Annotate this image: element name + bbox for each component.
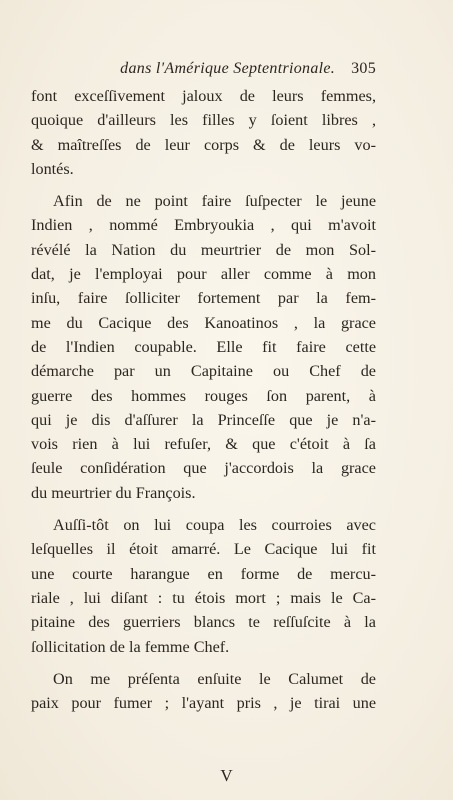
text-line: révélé la Nation du meurtrier de mon Sol- xyxy=(31,240,376,259)
text-line: de l'Indien coupable. Elle fit faire cette xyxy=(31,337,376,356)
running-header xyxy=(78,60,376,78)
paragraph-first-line: Auſſi-tôt on lui coupa les courroies avec xyxy=(53,516,376,535)
text-line: ſeule conſidération que j'accordois la grace xyxy=(31,459,376,478)
text-line: paix pour fumer ; l'ayant pris , je tirai une xyxy=(31,694,376,713)
text-line: font exceſſivement jaloux de leurs femmes, xyxy=(31,87,376,105)
text-line: me du Cacique des Kanoatinos , la grace xyxy=(31,313,376,332)
text-line: guerre des hommes rouges ſon parent, à xyxy=(31,386,376,405)
paragraph-first-line: Afin de ne point faire ſuſpecter le jeune xyxy=(53,192,376,211)
page-number: 305 xyxy=(351,60,376,77)
text-line: dat, je l'employai pour aller comme à mon xyxy=(31,265,376,284)
text-line: inſu, faire ſolliciter fortement par la fem- xyxy=(31,289,376,308)
text-line: quoique d'ailleurs les filles y ſoient libres , xyxy=(31,111,376,130)
text-line: du meurtrier du François. xyxy=(31,483,196,502)
signature-mark: V xyxy=(220,766,233,785)
text-line: leſquelles il étoit amarré. Le Cacique lui fit xyxy=(31,540,376,559)
text-line: démarche par un Capitaine ou Chef de xyxy=(31,362,376,381)
text-line: & maîtreſſes de leur corps & de leurs vo- xyxy=(31,135,376,154)
text-line: riale , lui diſant : tu étois mort ; mais le Ca- xyxy=(31,588,376,607)
text-line: ſollicitation de la femme Chef. xyxy=(31,637,230,656)
text-line: Indien , nommé Embryoukia , qui m'avoit xyxy=(31,216,376,235)
text-line: pitaine des guerriers blancs te reſſuſcite à la xyxy=(31,613,376,632)
paragraph-first-line: On me préſenta enſuite le Calumet de xyxy=(53,669,376,688)
text-line: lontés. xyxy=(31,159,74,178)
body-text xyxy=(31,84,376,715)
running-title: dans l'Amérique Septentrionale. xyxy=(120,60,336,77)
text-line: une courte harangue en forme de mercu- xyxy=(31,564,376,583)
text-line: vois rien à lui refuſer, & que c'étoit à ſa xyxy=(31,435,376,454)
text-line: qui je dis d'aſſurer la Princeſſe que je n'a- xyxy=(31,410,376,429)
